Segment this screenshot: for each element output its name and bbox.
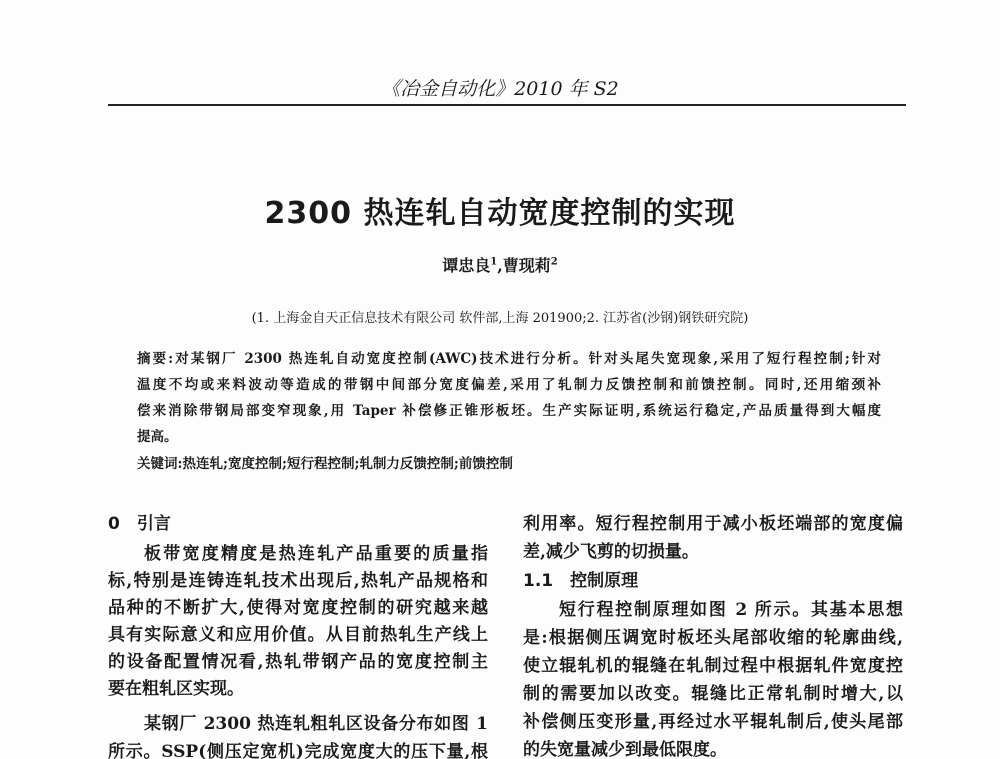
body-line: 所示。SSP(侧压定宽机)完成宽度大的压下量,根 [108,742,488,759]
body-line: 使立辊轧机的辊缝在轧制过程中根据轧件宽度控 [523,656,903,676]
subsection-heading: 1.1 控制原理 [523,571,639,591]
section-heading: 0 引言 [108,514,171,534]
body-line: 是:根据侧压调宽时板坯头尾部收缩的轮廓曲线, [523,628,903,648]
author-affil-mark: 2 [550,256,558,268]
body-line: 的设备配置情况看,热轧带钢产品的宽度控制主 [108,652,488,672]
affiliation: (1. 上海金自天正信息技术有限公司 软件部,上海 201900;2. 江苏省(沙钢)钢铁研究院) [251,311,749,326]
body-line: 补偿侧压变形量,再经过水平辊轧制后,使头尾部 [523,712,903,732]
body-line: 具有实际意义和应用价值。从目前热轧生产线上 [108,625,488,645]
author-name: 谭忠良 [442,256,491,275]
body-line: 要在粗轧区实现。 [108,679,244,699]
body-line: 某钢厂 2300 热连轧粗轧区设备分布如图 1 [144,714,488,734]
keywords: 关键词:热连轧;宽度控制;短行程控制;轧制力反馈控制;前馈控制 [137,456,513,472]
abstract-line: 偿来消除带钢局部变窄现象,用 Taper 补偿修正锥形板坯。生产实际证明,系统运行稳定,产品质量得到大幅度 [137,403,881,419]
body-line: 板带宽度精度是热连轧产品重要的质量指 [144,544,488,564]
authors: 谭忠良$^1$,曹现莉$^2$ [442,256,558,275]
abstract-line: 温度不均或来料波动等造成的带钢中间部分宽度偏差,采用了轧制力反馈控制和前馈控制。同时,还用缩颈补 [137,377,881,393]
abstract-line: 摘要:对某钢厂 2300 热连轧自动宽度控制(AWC)技术进行分析。针对头尾失宽现象,采用了短行程控制;针对 [137,351,881,367]
body-line: 品种的不断扩大,使得对宽度控制的研究越来越 [108,598,488,618]
author-name: 曹现莉 [502,256,551,275]
header-rule [108,104,906,106]
author-affil-mark: 1 [490,256,498,268]
body-line: 制的需要加以改变。辊缝比正常轧制时增大,以 [523,684,903,704]
body-line: 短行程控制原理如图 2 所示。其基本思想 [559,600,903,620]
body-line: 差,减少飞剪的切损量。 [523,542,699,562]
body-line: 的失宽量减少到最低限度。 [523,740,727,759]
body-line: 利用率。短行程控制用于减小板坯端部的宽度偏 [523,514,903,534]
paper-title: 2300 热连轧自动宽度控制的实现 [264,196,736,231]
abstract-line: 提高。 [137,429,178,445]
body-line: 标,特别是连铸连轧技术出现后,热轧产品规格和 [108,571,488,591]
journal-header: 《冶金自动化》2010 年 S2 [381,78,619,100]
